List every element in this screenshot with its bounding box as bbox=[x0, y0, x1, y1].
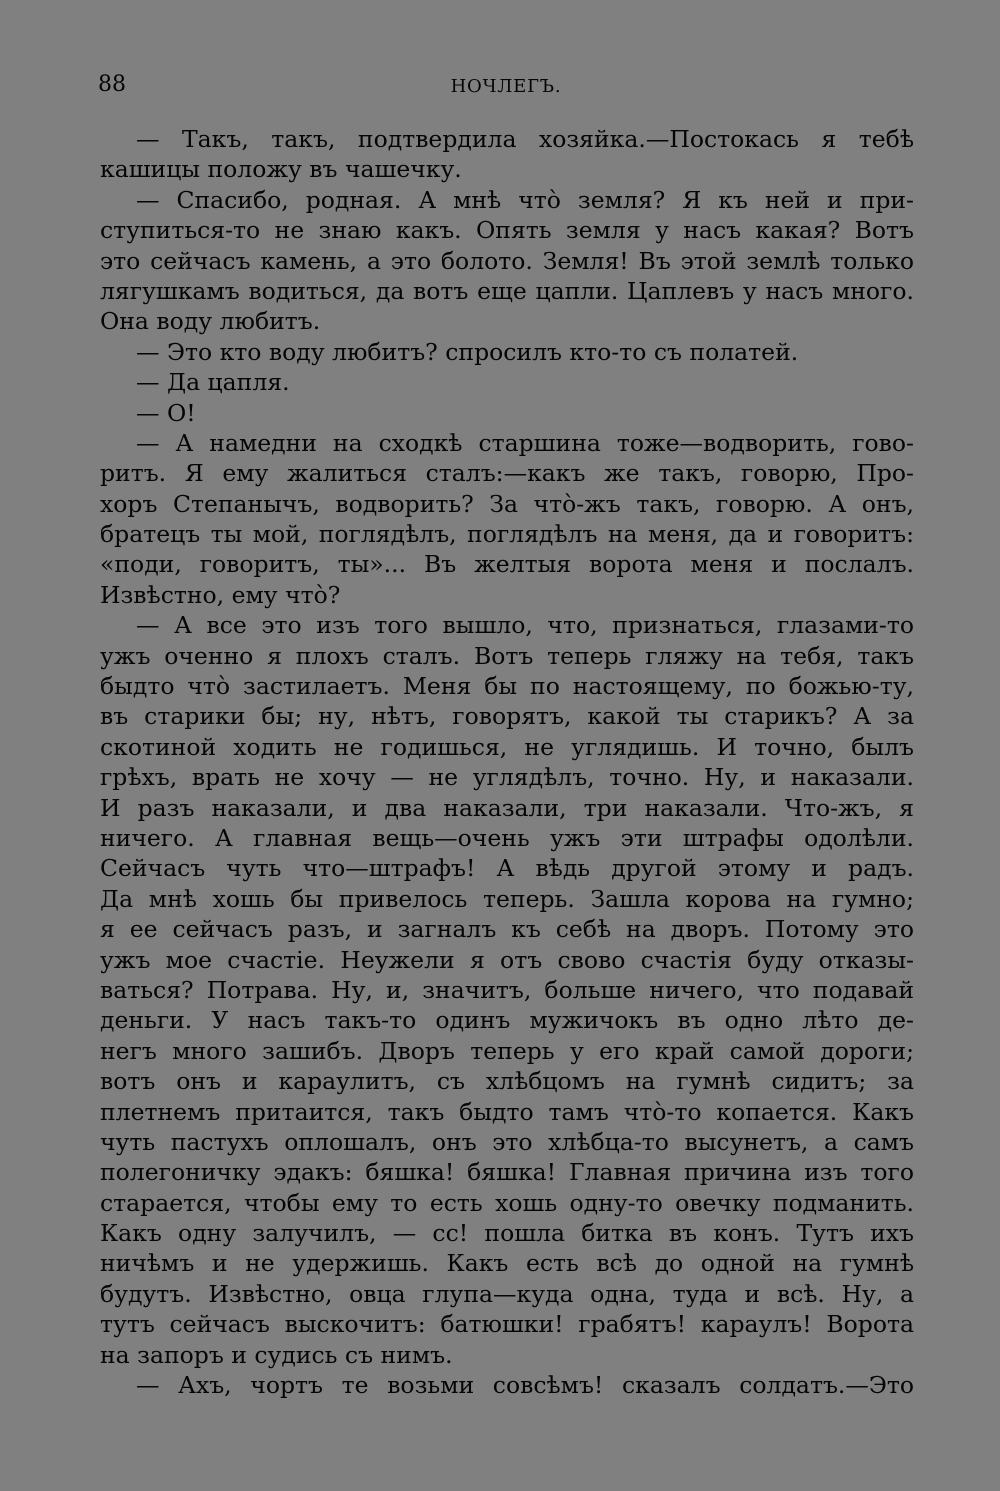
text-line: въ старики бы; ну, нѣтъ, говорятъ, какой ты старикъ? А за bbox=[100, 702, 914, 731]
text-line: — А намедни на сходкѣ старшина тоже—водворить, гово- bbox=[136, 428, 914, 457]
text-line: деньги. У насъ такъ-то одинъ мужичокъ въ одно лѣто де- bbox=[100, 1006, 914, 1035]
body-text bbox=[100, 124, 914, 1400]
text-line: плетнемъ притаится, такъ быдто тамъ что̀-то копается. Какъ bbox=[100, 1097, 914, 1126]
text-line: Она воду любитъ. bbox=[100, 307, 321, 336]
text-line: я ее сейчасъ разъ, и загналъ къ себѣ на дворъ. Потому это bbox=[100, 915, 914, 944]
text-line: — Спасибо, родная. А мнѣ что̀ земля? Я къ ней и при- bbox=[136, 185, 914, 214]
text-line: кашицы положу въ чашечку. bbox=[100, 155, 462, 184]
text-line: тутъ сейчасъ выскочитъ: батюшки! грабятъ! караулъ! Ворота bbox=[100, 1310, 914, 1339]
text-line: — А все это изъ того вышло, что, признаться, глазами-то bbox=[136, 611, 914, 640]
text-line: — О! bbox=[136, 398, 196, 427]
text-line: чуть пастухъ оплошалъ, онъ это хлѣбца-то высунетъ, а самъ bbox=[100, 1127, 914, 1156]
text-line: Сейчасъ чуть что—штрафъ! А вѣдь другой этому и радъ. bbox=[100, 854, 914, 883]
text-line: братецъ ты мой, поглядѣлъ, поглядѣлъ на меня, да и говоритъ: bbox=[100, 520, 914, 549]
text-line: — Ахъ, чортъ те возьми совсѣмъ! сказалъ солдатъ.—Это bbox=[136, 1371, 914, 1400]
text-line: — Такъ, такъ, подтвердила хозяйка.—Постокась я тебѣ bbox=[136, 125, 914, 153]
text-line: на запоръ и судись съ нимъ. bbox=[100, 1340, 453, 1369]
text-line: ничего. А главная вещь—очень ужъ эти штрафы одолѣли. bbox=[100, 823, 914, 852]
page-number: 88 bbox=[98, 72, 126, 97]
text-line: ужъ мое счастіе. Неужели я отъ свово счастія буду отказы- bbox=[100, 945, 914, 974]
text-line: хоръ Степанычъ, водворить? За что̀-жъ такъ, говорю. А онъ, bbox=[100, 489, 914, 518]
text-line: ужъ оченно я плохъ сталъ. Вотъ теперь гляжу на тебя, такъ bbox=[100, 641, 914, 670]
text-line: ничѣмъ и не удержишь. Какъ есть всѣ до одной на гумнѣ bbox=[100, 1249, 914, 1278]
text-line: негъ много зашибъ. Дворъ теперь у его край самой дороги; bbox=[100, 1036, 914, 1065]
text-line: будутъ. Извѣстно, овца глупа—куда одна, туда и всѣ. Ну, а bbox=[100, 1279, 914, 1308]
text-line: скотиной ходить не годишься, не углядишь. И точно, былъ bbox=[100, 732, 914, 761]
text-line: Да мнѣ хошь бы привелось теперь. Зашла корова на гумно; bbox=[100, 884, 914, 913]
text-line: лягушкамъ водиться, да вотъ еще цапли. Цаплевъ у насъ много. bbox=[100, 276, 914, 305]
text-line: ваться? Потрава. Ну, и, значитъ, больше ничего, что подавай bbox=[100, 975, 914, 1004]
text-line: полегоничку эдакъ: бяшка! бяшка! Главная причина изъ того bbox=[100, 1158, 914, 1187]
text-line: ступиться-то не знаю какъ. Опять земля у насъ какая? Вотъ bbox=[100, 216, 914, 245]
text-line: — Да цапля. bbox=[136, 368, 290, 397]
page-header bbox=[98, 72, 914, 102]
text-line: это сейчасъ камень, а это болото. Земля! Въ этой землѣ только bbox=[100, 246, 914, 275]
text-line: Извѣстно, ему что̀? bbox=[100, 580, 341, 609]
text-line: вотъ онъ и караулитъ, съ хлѣбцомъ на гумнѣ сидитъ; за bbox=[100, 1067, 914, 1096]
text-line: Какъ одну залучилъ, — сс! пошла битка въ конъ. Тутъ ихъ bbox=[100, 1219, 914, 1248]
text-line: — Это кто воду любитъ? спросилъ кто-то съ полатей. bbox=[136, 337, 799, 366]
text-line: старается, чтобы ему то есть хошь одну-то овечку подманить. bbox=[100, 1188, 914, 1217]
text-line: И разъ наказали, и два наказали, три наказали. Что-жъ, я bbox=[100, 793, 914, 822]
text-line: грѣхъ, врать не хочу — не углядѣлъ, точно. Ну, и наказали. bbox=[100, 763, 914, 792]
text-line: быдто что̀ застилаетъ. Меня бы по настоящему, по божью-ту, bbox=[100, 672, 914, 701]
text-line: ритъ. Я ему жалиться сталъ:—какъ же такъ, говорю, Про- bbox=[100, 459, 914, 488]
text-line: «поди, говоритъ, ты»... Въ желтыя ворота меня и послалъ. bbox=[100, 550, 914, 579]
running-title: НОЧЛЕГЪ. bbox=[450, 76, 562, 97]
